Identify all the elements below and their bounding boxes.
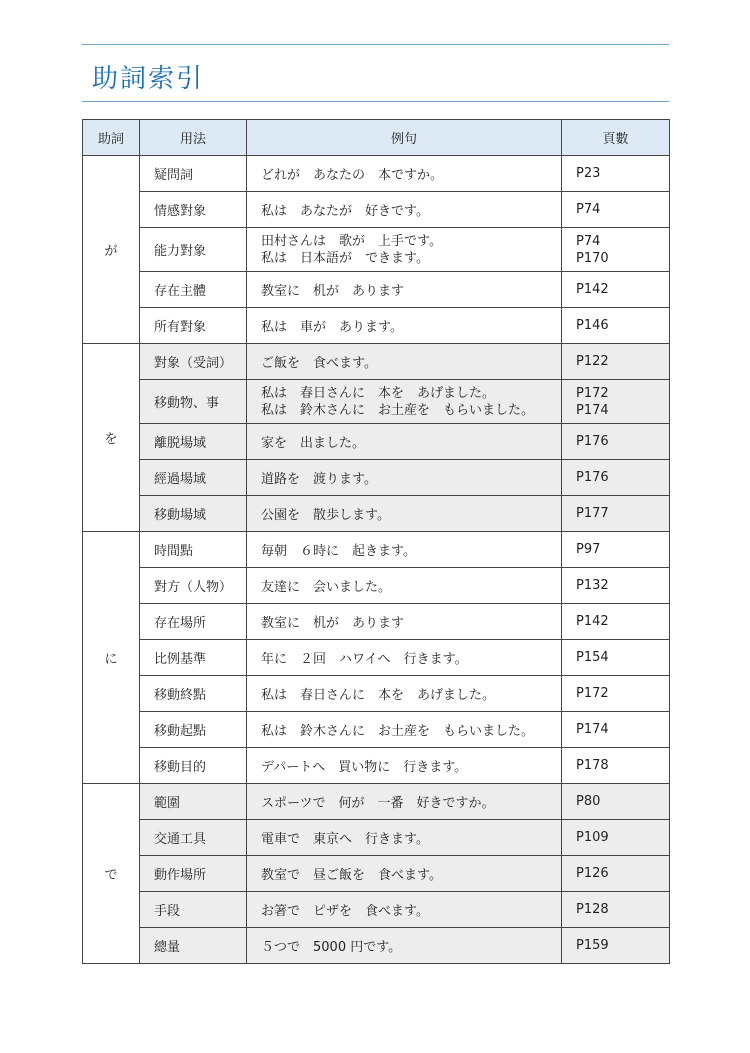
example-cell bbox=[247, 380, 562, 424]
example-sentence: 私は 鈴木さんに お土産を もらいました。 bbox=[261, 724, 535, 739]
usage-cell: 範圍 bbox=[140, 784, 247, 820]
example-sentence: 私は 日本語が できます。 bbox=[261, 250, 429, 266]
example-sentence: 家を 出ました。 bbox=[261, 436, 366, 451]
table-row bbox=[83, 532, 670, 568]
page-cell bbox=[562, 424, 670, 460]
example-cell bbox=[247, 820, 562, 856]
usage-cell: 離脱場域 bbox=[140, 424, 247, 460]
page-number: P146 bbox=[576, 318, 609, 333]
page-cell bbox=[562, 192, 670, 228]
particle-cell: に bbox=[83, 532, 140, 784]
particle-cell: で bbox=[83, 784, 140, 964]
page-cell bbox=[562, 928, 670, 964]
example-sentence: 電車で 東京へ 行きます。 bbox=[261, 832, 429, 847]
page-number: P154 bbox=[576, 650, 609, 665]
example-sentence: 毎朝 ６時に 起きます。 bbox=[261, 544, 416, 559]
page-cell bbox=[562, 748, 670, 784]
table-row bbox=[83, 460, 670, 496]
example-sentence: 教室で 昼ご飯を 食べます。 bbox=[261, 868, 442, 883]
page-number: P176 bbox=[576, 434, 609, 449]
table-row bbox=[83, 156, 670, 192]
particle-cell: を bbox=[83, 344, 140, 532]
table-row bbox=[83, 892, 670, 928]
usage-cell: 疑問詞 bbox=[140, 156, 247, 192]
header-usage: 用法 bbox=[140, 120, 247, 156]
page-cell bbox=[562, 820, 670, 856]
page-number: P142 bbox=[576, 614, 609, 629]
page-cell bbox=[562, 344, 670, 380]
example-cell bbox=[247, 928, 562, 964]
example-sentence: 道路を 渡ります。 bbox=[261, 472, 377, 487]
page-cell bbox=[562, 640, 670, 676]
header-particle: 助詞 bbox=[83, 120, 140, 156]
example-cell bbox=[247, 192, 562, 228]
usage-cell: 手段 bbox=[140, 892, 247, 928]
example-cell bbox=[247, 424, 562, 460]
example-sentence: どれが あなたの 本ですか。 bbox=[261, 168, 444, 183]
usage-cell: 對方（人物） bbox=[140, 568, 247, 604]
usage-cell: 交通工具 bbox=[140, 820, 247, 856]
usage-cell: 移動起點 bbox=[140, 712, 247, 748]
usage-cell: 時間點 bbox=[140, 532, 247, 568]
example-cell bbox=[247, 532, 562, 568]
page-number: P128 bbox=[576, 902, 609, 917]
example-cell bbox=[247, 604, 562, 640]
page-cell bbox=[562, 604, 670, 640]
page-number: P132 bbox=[576, 578, 609, 593]
example-cell bbox=[247, 784, 562, 820]
usage-cell: 存在場所 bbox=[140, 604, 247, 640]
example-cell bbox=[247, 640, 562, 676]
header-row bbox=[83, 120, 670, 156]
example-sentence: 友達に 会いました。 bbox=[261, 580, 392, 595]
page-title: 助詞索引 bbox=[92, 64, 205, 94]
table-row bbox=[83, 820, 670, 856]
table-body bbox=[83, 156, 670, 964]
example-cell bbox=[247, 156, 562, 192]
table-row bbox=[83, 856, 670, 892]
title-underline bbox=[82, 101, 669, 102]
usage-cell: 比例基準 bbox=[140, 640, 247, 676]
table-row bbox=[83, 308, 670, 344]
page-number: P142 bbox=[576, 282, 609, 297]
page-number: P172 bbox=[576, 686, 609, 701]
example-sentence: 私は あなたが 好きです。 bbox=[261, 204, 429, 219]
table-row bbox=[83, 712, 670, 748]
page-number: P74 bbox=[576, 233, 601, 249]
example-sentence: 教室に 机が あります bbox=[261, 284, 405, 299]
table-row bbox=[83, 272, 670, 308]
example-cell bbox=[247, 676, 562, 712]
example-sentence: スポーツで 何が 一番 好きですか。 bbox=[261, 796, 495, 811]
table-row bbox=[83, 604, 670, 640]
usage-cell: 總量 bbox=[140, 928, 247, 964]
page-number: P97 bbox=[576, 542, 601, 557]
example-cell bbox=[247, 856, 562, 892]
table-row bbox=[83, 344, 670, 380]
example-sentence: ５つで 5000 円です。 bbox=[261, 940, 402, 955]
usage-cell: 對象（受詞） bbox=[140, 344, 247, 380]
example-sentence: 私は 車が あります。 bbox=[261, 320, 403, 335]
page-cell bbox=[562, 784, 670, 820]
table-row bbox=[83, 380, 670, 424]
table-row bbox=[83, 192, 670, 228]
page-cell bbox=[562, 272, 670, 308]
page-number: P178 bbox=[576, 758, 609, 773]
page-cell bbox=[562, 532, 670, 568]
example-cell bbox=[247, 748, 562, 784]
example-sentence: お箸で ピザを 食べます。 bbox=[261, 904, 429, 919]
usage-cell: 情感對象 bbox=[140, 192, 247, 228]
usage-cell: 能力對象 bbox=[140, 228, 247, 272]
example-sentence: 公園を 散歩します。 bbox=[261, 508, 390, 523]
page-cell bbox=[562, 308, 670, 344]
usage-cell: 移動終點 bbox=[140, 676, 247, 712]
example-cell bbox=[247, 272, 562, 308]
usage-cell: 動作場所 bbox=[140, 856, 247, 892]
page-cell bbox=[562, 856, 670, 892]
usage-cell: 經過場域 bbox=[140, 460, 247, 496]
table-row bbox=[83, 228, 670, 272]
particle-cell: が bbox=[83, 156, 140, 344]
example-cell bbox=[247, 568, 562, 604]
table-row bbox=[83, 748, 670, 784]
header-example: 例句 bbox=[247, 120, 562, 156]
page-cell bbox=[562, 496, 670, 532]
page-number: P159 bbox=[576, 938, 609, 953]
page-number: P174 bbox=[576, 722, 609, 737]
page-number: P122 bbox=[576, 354, 609, 369]
page-cell bbox=[562, 228, 670, 272]
example-cell bbox=[247, 344, 562, 380]
example-sentence: 教室に 机が あります bbox=[261, 616, 405, 631]
example-sentence: ご飯を 食べます。 bbox=[261, 356, 377, 371]
usage-cell: 移動目的 bbox=[140, 748, 247, 784]
usage-cell: 所有對象 bbox=[140, 308, 247, 344]
example-cell bbox=[247, 308, 562, 344]
page-number: P170 bbox=[576, 250, 609, 266]
page-number: P80 bbox=[576, 794, 601, 809]
page-number: P74 bbox=[576, 202, 601, 217]
example-sentence: 年に ２回 ハワイへ 行きます。 bbox=[261, 652, 468, 667]
example-cell bbox=[247, 496, 562, 532]
usage-cell: 存在主體 bbox=[140, 272, 247, 308]
table-row bbox=[83, 784, 670, 820]
header-page: 頁數 bbox=[562, 120, 670, 156]
example-cell bbox=[247, 892, 562, 928]
example-cell bbox=[247, 460, 562, 496]
page-number: P23 bbox=[576, 166, 601, 181]
page-cell bbox=[562, 892, 670, 928]
example-sentence: 田村さんは 歌が 上手です。 bbox=[261, 233, 442, 249]
table-row bbox=[83, 928, 670, 964]
example-sentence: 私は 春日さんに 本を あげました。 bbox=[261, 385, 496, 401]
example-sentence: デパートへ 買い物に 行きます。 bbox=[261, 760, 468, 775]
example-cell bbox=[247, 712, 562, 748]
table-row bbox=[83, 496, 670, 532]
page-number: P174 bbox=[576, 402, 609, 418]
page-cell bbox=[562, 568, 670, 604]
particle-index-table bbox=[82, 119, 670, 964]
usage-cell: 移動物、事 bbox=[140, 380, 247, 424]
example-cell bbox=[247, 228, 562, 272]
table-row bbox=[83, 676, 670, 712]
page-number: P126 bbox=[576, 866, 609, 881]
page-number: P176 bbox=[576, 470, 609, 485]
example-sentence: 私は 春日さんに 本を あげました。 bbox=[261, 688, 496, 703]
page-cell bbox=[562, 156, 670, 192]
example-sentence: 私は 鈴木さんに お土産を もらいました。 bbox=[261, 402, 535, 418]
page-cell bbox=[562, 676, 670, 712]
page-cell bbox=[562, 460, 670, 496]
table-row bbox=[83, 568, 670, 604]
table-row bbox=[83, 640, 670, 676]
top-rule bbox=[82, 44, 669, 45]
page-cell bbox=[562, 712, 670, 748]
page-cell bbox=[562, 380, 670, 424]
page-number: P172 bbox=[576, 385, 609, 401]
table-row bbox=[83, 424, 670, 460]
page-number: P177 bbox=[576, 506, 609, 521]
usage-cell: 移動場域 bbox=[140, 496, 247, 532]
page-number: P109 bbox=[576, 830, 609, 845]
